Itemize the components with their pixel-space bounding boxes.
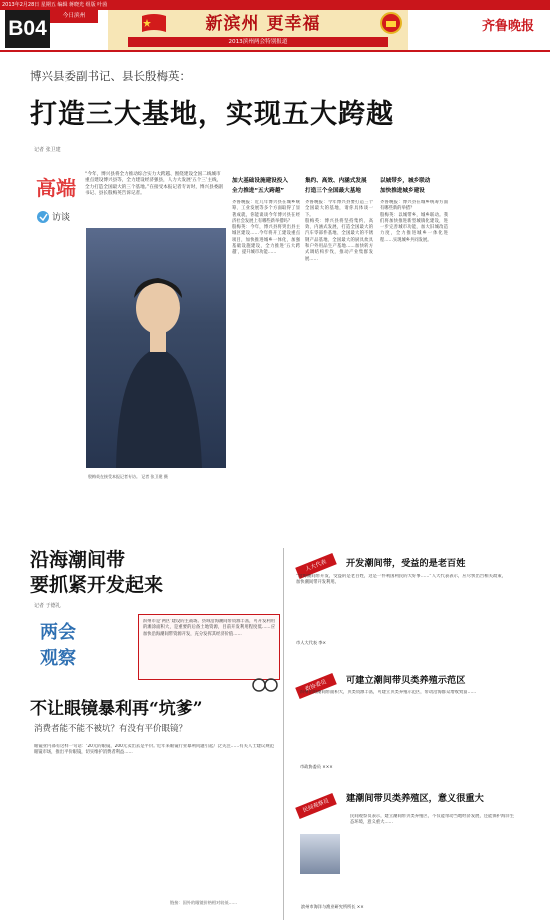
side3-body: 民间观察员表示，建立潮间带贝类养殖区，不仅能带动当地经济发展，还能保护海洋生态环境，意义重大…… xyxy=(350,814,514,826)
side3-tag: 民间观察员 xyxy=(295,793,337,819)
side2-tag: 政协委员 xyxy=(295,673,337,699)
column-2-heading: 集约、高效、内涵式发展 打造三个全国最大基地 xyxy=(305,178,367,194)
side1-caption: 市人大代表 李× xyxy=(296,640,326,645)
section-label: 今日滨州 xyxy=(50,10,98,23)
banner-subtitle: 2013滨州两会特别报道 xyxy=(128,37,388,47)
article-column-2 xyxy=(305,176,373,490)
story2-headline xyxy=(30,548,163,598)
story3-subheadline: 消费者能不能不被坑？有没有平价眼镜？ xyxy=(34,724,188,734)
side3-title: 建潮间带贝类养殖区，意义很重大 xyxy=(346,793,484,804)
side1-body: “沿海潮间带开发，受益的是老百姓，这是一件利国利民的大好事……”人大代表表示，应尽快出台相关政策，加快潮间带开发利用。 xyxy=(296,574,506,586)
header-divider xyxy=(0,50,550,52)
main-headline: 打造三大基地，实现五大跨越 xyxy=(30,99,394,130)
story2-badge xyxy=(40,620,76,672)
issue-info-text: 2013年2月28日 星期五 编辑 蒋晓光 组版 叶茵 xyxy=(2,2,108,8)
side1-title: 开发潮间带，受益的是老百姓 xyxy=(346,558,466,569)
main-intro: “今年，博兴县将全力推动综合实力大跨越、围绕建设全国二线城市重点建设博兴县等，全力建设经济强县，人力大发展‘五个三’主线，全力打造全国最大的三个基地。”在接受本报记者专访时，博兴县委副书记、县长殷梅英告诉记者。 xyxy=(85,172,223,197)
story2-badge-line1: 两会 xyxy=(40,622,76,643)
side2-caption: 市政协委员 ××× xyxy=(300,764,333,769)
story2-badge-line2: 观察 xyxy=(40,648,76,669)
story2-headline-line1: 沿海潮间带 xyxy=(30,549,126,571)
side1-tag: 人大代表 xyxy=(295,553,337,579)
glasses-icon xyxy=(250,670,280,700)
photo-caption: 殷梅英在接受本报记者专访。 记者 张卫建 摄 xyxy=(88,474,168,479)
main-kicker: 博兴县委副书记、县长殷梅英： xyxy=(30,69,191,83)
side3-caption: 滨州市海洋与渔业研究所所长 ×× xyxy=(301,904,364,909)
story2-summary-text: 滨州市是‘两区’建设的主战场。县域沿海潮间带资源丰富，可开发利用的滩涂面积大，是重要的后备土地资源，目前开发利用程度低……应加快沿海潮间带资源开发，充分发挥其经济价值…… xyxy=(143,619,275,637)
portrait-photo xyxy=(86,228,226,468)
story3-body: 眼镜业内部有这样一句话：‘20元的眼镜，200元卖出去是平价。’近年来眼镜行业暴利问题引起广泛关注……有关人士建议规范眼镜市场，推出平价眼镜，切实维护消费者利益…… xyxy=(34,744,274,756)
newspaper-brand: 齐鲁晚报 xyxy=(481,19,534,34)
column-2-body: 齐鲁晚报：今年博兴县要打造三个全国最大的基地，请你具体谈一下。 殷梅英：博兴县将坚持集约、高效、内涵式发展，打造全国最大的汽车零部件基地、全国最大的不锈钢产品基地、全国最大的厨具炊具和户外用品生产基地……加快转方式调结构步伐，推动产业集群发展…… xyxy=(305,200,373,262)
flag-icon xyxy=(140,12,168,36)
column-1-body: 齐鲁晚报：近几年博兴县在城乡统筹、工业发展等多个方面取得了显著成就，你能谈谈今年博兴县在经济社会发展上有哪些新举措吗？ 殷梅英：今年，博兴县将突出县主城区建设……今年将开工建设重点项目，加快推进城乡一体化，加强基础设施建设，全力推进‘五大跨越’，提升城市功能…… xyxy=(232,200,300,256)
issue-info-bar xyxy=(0,0,550,10)
side2-body: 滨州沿海潮间带面积大，贝类资源丰富，可建立贝类养殖示范区，带动沿海群众增收致富…… xyxy=(300,690,477,695)
column-3-heading: 以城带乡，城乡联动 加快推进城乡建设 xyxy=(380,178,431,194)
side2-title: 可建立潮间带贝类养殖示范区 xyxy=(346,675,466,686)
story2-headline-line2: 要抓紧开发起来 xyxy=(30,574,164,596)
interview-icon xyxy=(36,210,50,224)
person-figure-icon xyxy=(86,228,226,468)
article-column-1 xyxy=(232,176,300,490)
emblem-icon xyxy=(380,12,402,34)
column-3-body: 齐鲁晚报：博兴县在城乡统筹方面有哪些新的举措？ 殷梅英：以城带乡，城乡联动。我们将加快推进新型城镇化建设，进一步完善城市功能，加大旧城改造力度，全力推进城乡一体化进程……实现城乡共同发展。 xyxy=(380,200,448,243)
column-divider xyxy=(283,548,284,920)
story3-note: 链接：国外的眼镜价格相对较低…… xyxy=(170,900,238,905)
badge-sub: 访谈 xyxy=(52,213,71,223)
story2-byline: 记者 于德礼 xyxy=(34,603,61,609)
banner-title: 新滨州 更幸福 xyxy=(205,14,321,34)
side3-portrait-photo xyxy=(300,834,340,874)
article-column-3 xyxy=(380,176,448,490)
page-number: B04 xyxy=(5,10,50,48)
badge-main: 高端 xyxy=(36,176,76,200)
story3-headline: 不让眼镜暴利再“坑爹” xyxy=(30,699,203,719)
column-1-heading: 加大基础设施建设投入 全力推进“五大跨越” xyxy=(232,178,288,194)
main-byline: 记者 张卫建 xyxy=(34,147,61,153)
